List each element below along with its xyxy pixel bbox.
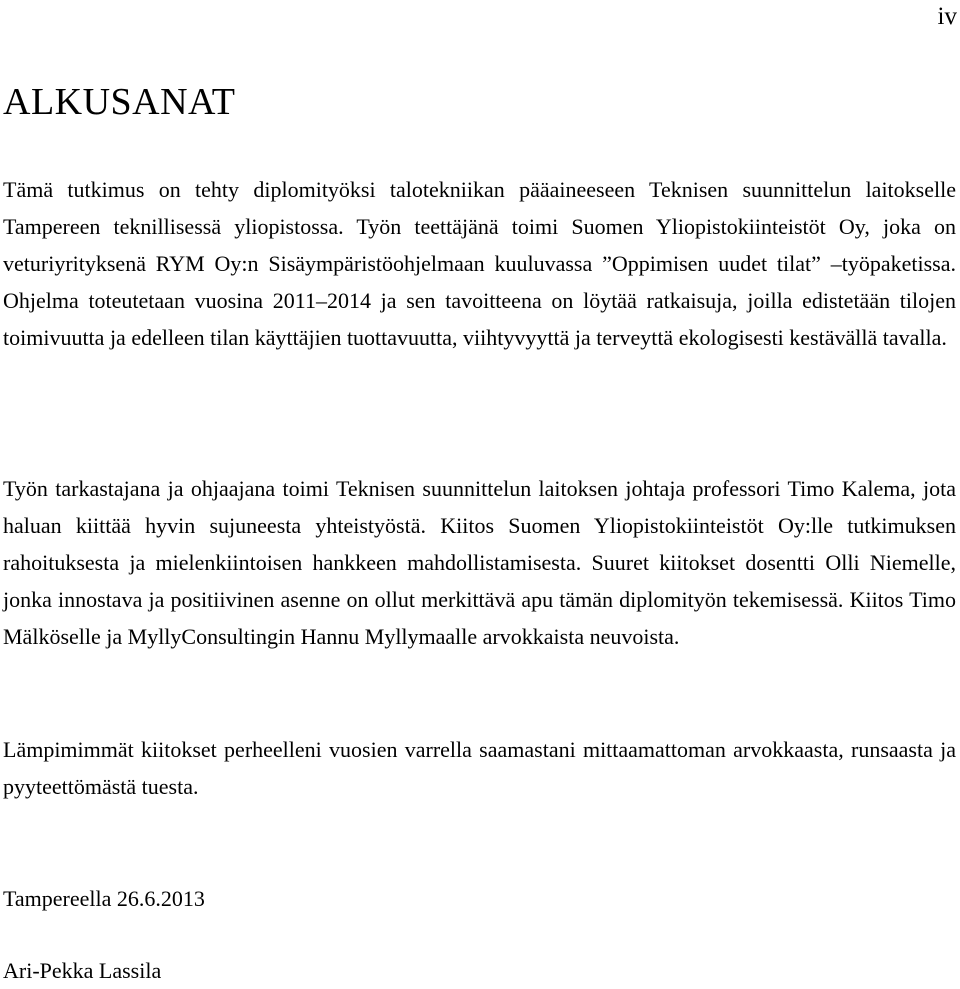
paragraph-research-context: Tämä tutkimus on tehty diplomityöksi talotekniikan pääaineeseen Teknisen suunnittelun laitokselle Tampereen teknillisessä yliopistossa. Työn teettäjänä toimi Suomen Yliopistokiinteistöt Oy, joka on veturiyrityksenä RYM Oy:n Sisäympäristöohjelmaan kuuluvassa ”Oppimisen uudet tilat” –työpaketissa. Ohjelma toteutetaan vuosina 2011–2014 ja sen tavoitteena on löytää ratkaisuja, joilla edistetään tilojen toimivuutta ja edelleen tilan käyttäjien tuottavuutta, viihtyvyyttä ja terveyttä ekologisesti kestävällä tavalla. — [3, 177, 956, 350]
place-and-date: Tampereella 26.6.2013 — [3, 886, 205, 911]
page-title: ALKUSANAT — [3, 81, 236, 123]
paragraph-acknowledgements: Työn tarkastajana ja ohjaajana toimi Teknisen suunnittelun laitoksen johtaja professori Timo Kalema, jota haluan kiittää hyvin sujuneesta yhteistyöstä. Kiitos Suomen Yliopistokiinteistöt Oy:lle tutkimuksen rahoituksesta ja mielenkiintoisen hankkeen mahdollistamisesta. Suuret kiitokset dosentti Olli Niemelle, jonka innostava ja positiivinen asenne on ollut merkittävä apu tämän diplomityön tekemisessä. Kiitos Timo Mälköselle ja MyllyConsultingin Hannu Myllymaalle arvokkaista neuvoista. — [3, 476, 956, 649]
page-number: iv — [937, 3, 957, 30]
paragraph-family-thanks: Lämpimimmät kiitokset perheelleni vuosien varrella saamastani mittaamattoman arvokkaasta, runsaasta ja pyyteettömästä tuesta. — [3, 737, 956, 799]
author-name: Ari-Pekka Lassila — [3, 958, 162, 983]
